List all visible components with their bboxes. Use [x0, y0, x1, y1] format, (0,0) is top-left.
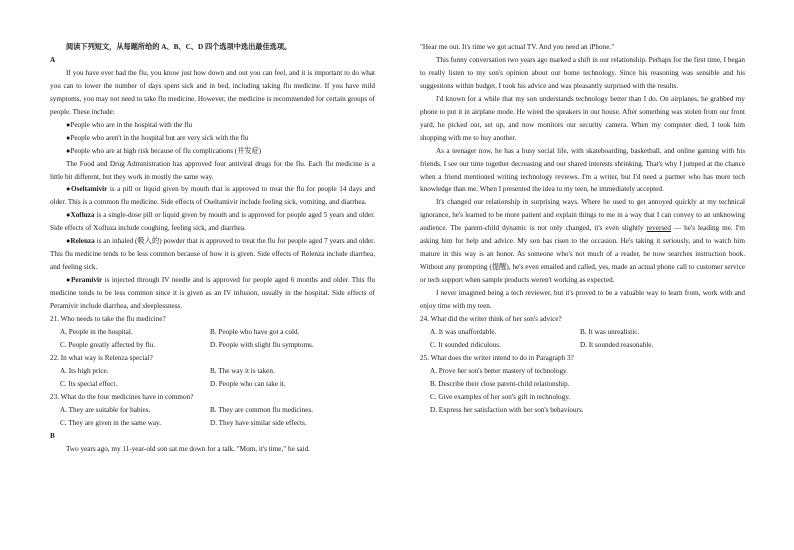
option-a: A. People in the hospital.	[60, 327, 133, 336]
options-row	[420, 326, 745, 339]
options-row	[50, 404, 375, 417]
options-row	[50, 378, 375, 391]
paragraph-3: As a teenager now, he has a busy social life, with skateboarding, basketball, and online gaming with his friends. I see our time together decreasing and our shared interests shrinking. That's why I jumped at the chance when a friend mentioned writing technology reviews. I'm a writer, but I'd need a partner who has more tech knowledge than me. When I presented the idea to my teen, he immediately accepted.	[420, 146, 745, 194]
drug-text: is a pill or liquid given by mouth that is approved to treat the flu for people 14 days and older. This is a common flu medicine. Side effects of Oseltamivir include feeling sick, vomiting, and diarrhea.	[50, 185, 375, 207]
paragraph-1: This funny conversation two years ago marked a shift in our relationship. Perhaps for the first time, I began to really listen to my son's opinion about our home technology. Since his reasoning was sensible and his suggestions within budget, I took his advice and was pleasantly surprised with the results.	[420, 55, 745, 90]
question-23: 23. What do the four medicines have in common?	[50, 392, 194, 401]
option-b: B. The way it is taken.	[210, 366, 275, 375]
drug-name: ●Xofluza	[66, 211, 95, 220]
question-25: 25. What does the writer intend to do in Paragraph 3?	[420, 353, 574, 362]
bullet-item: ●People who are at high risk because of flu complications (并发症)	[66, 146, 262, 155]
paragraph-4	[420, 196, 745, 287]
option-b: B. They are common flu medicines.	[210, 405, 314, 414]
question-21: 21. Who needs to take the flu medicine?	[50, 315, 166, 324]
drug-relenza	[50, 235, 375, 274]
drug-text: is a single-dose pill or liquid given by mouth and is approved for people aged 5 years and older. Side effects of Xofluza include coughing, feeling sick, and diarrhea.	[50, 211, 375, 233]
option-c: C. They are given in the same way.	[60, 418, 161, 427]
underlined-word: reversed	[646, 224, 671, 233]
option-d: D. It sounded reasonable.	[580, 340, 654, 349]
para4-after: — he's leading me. I'm asking him for help and advice. My son has risen to the occasion. He's taking it seriously, and to watch him mature in this way is an honor. As someone who's not much of a reader, he now searches instruction book. Without any prompting (提醒), he's even emailed and called, yes, made an actual phone call to customer service or tech support when sample products weren't working as expected.	[420, 224, 745, 285]
drug-xofluza	[50, 209, 375, 235]
quote-line: "Hear me out. It's time we got actual TV. And you need an iPhone."	[420, 43, 615, 51]
drug-text: is injected through IV needle and is approved for people aged 6 months and older. This flu medicine tends to be less common since it is given as an IV infusion, usually in the hospital. Side effects of Peramivir include diarrhea, and sleeplessness.	[50, 276, 375, 311]
options-row	[420, 339, 745, 352]
option-c: C. Give examples of her son's gift in technology.	[430, 392, 571, 401]
drug-name: ●Relenza	[66, 237, 95, 246]
option-c: C. People greatly affected by flu.	[60, 340, 156, 349]
option-a: A. It was unaffordable.	[430, 327, 497, 336]
option-b: B. People who have got a cold.	[210, 327, 300, 336]
paragraph-5: I never imagined being a tech reviewer, but it's proved to be a valuable way to learn from, work with and enjoy time with my teen.	[420, 289, 745, 311]
fda-paragraph: The Food and Drug Administration has approved four antiviral drugs for the flu. Each flu medicine is a little bit different, but they work in mostly the same way.	[50, 159, 375, 181]
paragraph-2: I'd known for a while that my son understands technology better than I do. On airplanes, he grabbed my phone to put it in airplane mode. He wired the speakers in our house. After something was stolen from our front yard, he picked out, set up, and now monitors our security camera. When my computer died, I took him shopping with me to buy another.	[420, 94, 745, 142]
options-row	[50, 326, 375, 339]
drug-name: ●Peramivir	[66, 276, 103, 285]
option-b: B. It was unrealistic.	[580, 327, 640, 336]
options-row	[50, 417, 375, 430]
para4-before: It's changed our relationship in surprising ways. Where he used to get annoyed quickly at my technical ignorance, he's learned to be more patient and explain things to me in a way that I can convey to an unknowing audience. The parent-child dynamic is not only changed, it's even slightly	[420, 198, 745, 233]
options-row	[50, 339, 375, 352]
passage-b-start: Two years ago, my 11-year-old son sat me down for a talk. "Mom, it's time," he said.	[66, 444, 310, 453]
option-d: D. Express her satisfaction with her son's behaviours.	[430, 405, 584, 414]
drug-oseltamivir	[50, 183, 375, 209]
question-22: 22. In what way is Relenza special?	[50, 353, 153, 362]
option-a: A. Prove her son's better mastery of technology.	[430, 366, 568, 375]
option-d: D. People who can take it.	[210, 379, 286, 388]
option-b: B. Describe their close parent-child relationship.	[430, 379, 570, 388]
passage-a-intro: If you have ever had the flu, you know just how down and out you can feel, and it is important to do what you can to lower the number of days spent sick and in bed, including taking flu medicine. If you have mild symptoms, you may not need to take flu medicine. However, the medicine is recommended for certain groups of people. These include:	[50, 68, 375, 116]
options-row	[50, 365, 375, 378]
option-d: D. They have similar side effects.	[210, 418, 307, 427]
section-a-label: A	[50, 55, 56, 64]
left-column	[50, 41, 375, 456]
bullet-item: ●People who aren't in the hospital but are very sick with the flu	[66, 133, 249, 142]
option-c: C. Its special effect.	[60, 379, 118, 388]
option-d: D. People with slight flu symptoms.	[210, 340, 314, 349]
drug-name: ●Oseltamivir	[66, 185, 108, 194]
bullet-item: ●People who are in the hospital with the flu	[66, 120, 193, 129]
option-c: C. It sounded ridiculous.	[430, 340, 501, 349]
option-a: A. Its high price.	[60, 366, 109, 375]
drug-text: is an inhaled (吸入的) powder that is approved to treat the flu for people aged 7 years and older. This flu medicine tends to be less common because of how it is given. Side effects of Relenza include diarrhea, and feeling sick.	[50, 237, 375, 272]
instruction: 阅读下列短文，从每题所给的 A、B、C、D 四个选项中选出最佳选项。	[66, 43, 292, 51]
section-b-label: B	[50, 431, 55, 440]
right-column	[420, 41, 745, 417]
question-24: 24. What did the writer think of her son's advice?	[420, 315, 562, 324]
option-a: A. They are suitable for babies.	[60, 405, 151, 414]
drug-peramivir	[50, 274, 375, 313]
